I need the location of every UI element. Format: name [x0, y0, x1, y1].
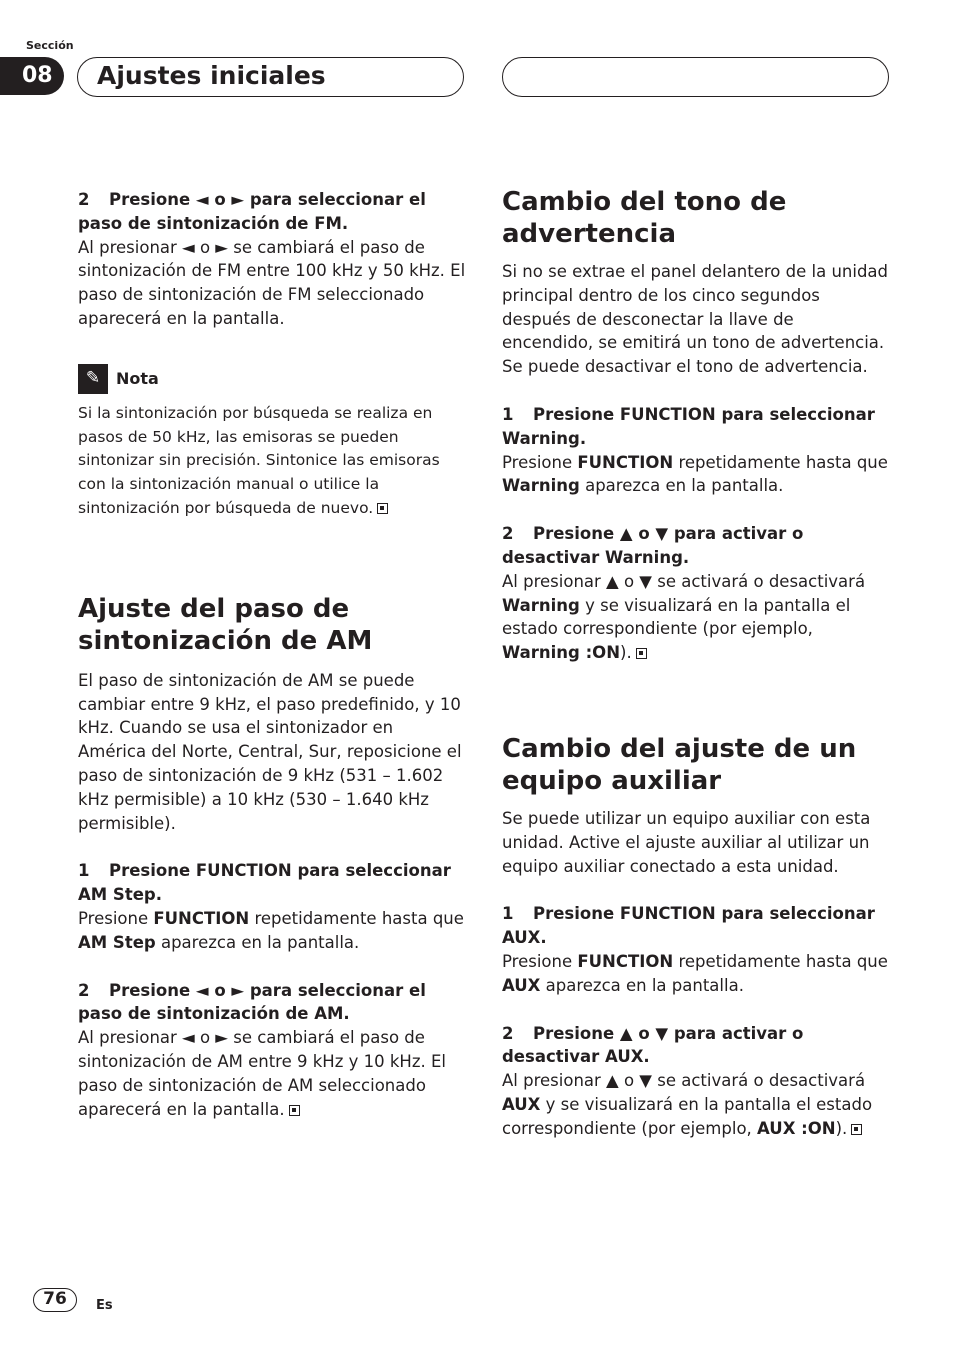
- step-number: 2: [502, 1023, 514, 1043]
- warning-step2-body: Al presionar ▲ o ▼ se activará o desactivará Warning y se visualizará en la pantalla el estado correspondiente (por ejemplo, Warning :ON).: [502, 571, 866, 663]
- pencil-icon: ✎: [78, 364, 108, 394]
- aux-step2-title: [502, 1022, 890, 1070]
- page-number: 76: [33, 1288, 77, 1312]
- step-title-text: Presione ◄ o ► para seleccionar el paso de sintonización de AM.: [78, 980, 426, 1024]
- am-step2-body: Al presionar ◄ o ► se cambiará el paso de sintonización de AM entre 9 kHz y 10 kHz. El paso de sintonización de AM seleccionado aparecerá en la pantalla.: [78, 1028, 446, 1119]
- note-title: Nota: [116, 368, 159, 388]
- end-mark-icon: [851, 1124, 862, 1135]
- left-column: [78, 188, 466, 1121]
- step-number: 1: [502, 904, 514, 924]
- warning-step1-body: Presione FUNCTION repetidamente hasta que Warning aparezca en la pantalla.: [502, 452, 888, 496]
- language-code: Es: [96, 1298, 113, 1313]
- note-text: [78, 402, 466, 521]
- end-mark-icon: [289, 1105, 300, 1116]
- section-title: Ajustes iniciales: [97, 61, 326, 90]
- aux-heading: Cambio del ajuste de un equipo auxiliar: [502, 733, 857, 796]
- step-number: 1: [78, 861, 90, 881]
- note-header: [78, 364, 466, 394]
- note-text-content: Si la sintonización por búsqueda se realiza en pasos de 50 kHz, las emisoras se pueden sintonizar sin precisión. Sintonice las emisoras con la sintonización manual o utilice la sintonización por búsqueda de nuevo.: [78, 403, 440, 517]
- step-title-text: Presione ▲ o ▼ para activar o desactivar AUX.: [502, 1023, 804, 1067]
- step-fm-title: [78, 188, 466, 236]
- section-label: Sección: [26, 39, 74, 52]
- step-title-text: Presione ◄ o ► para seleccionar el paso de sintonización de FM.: [78, 190, 426, 233]
- aux-intro: Se puede utilizar un equipo auxiliar con esta unidad. Active el ajuste auxiliar al utilizar un equipo auxiliar conectado a esta unidad.: [502, 808, 871, 876]
- step-title-text: Presione FUNCTION para seleccionar AUX.: [502, 904, 875, 948]
- aux-step1-body: Presione FUNCTION repetidamente hasta que AUX aparezca en la pantalla.: [502, 951, 888, 995]
- warning-step1-title: [502, 403, 890, 451]
- step-title-text: Presione FUNCTION para seleccionar Warning.: [502, 404, 875, 448]
- step-number: 2: [78, 190, 90, 209]
- step-number: 1: [502, 404, 514, 424]
- aux-step2-body: Al presionar ▲ o ▼ se activará o desactivará AUX y se visualizará en la pantalla el estado correspondiente (por ejemplo, AUX :ON).: [502, 1071, 873, 1138]
- aux-step1-title: [502, 902, 890, 950]
- step-number: 2: [78, 980, 90, 1000]
- end-mark-icon: [636, 648, 647, 659]
- right-column: [502, 186, 890, 1141]
- step-title-text: Presione ▲ o ▼ para activar o desactivar Warning.: [502, 524, 804, 567]
- section-number: 08: [0, 57, 64, 95]
- step-title-text: Presione FUNCTION para seleccionar AM Step.: [78, 861, 451, 905]
- blank-header-frame: [502, 57, 889, 97]
- am-intro: El paso de sintonización de AM se puede cambiar entre 9 kHz, el paso predefinido, y 10 kHz. Cuando se usa el sintonizador en América del Norte, Central, Sur, reposicione el paso de sintonización de 9 kHz (531 – 1.602 kHz permisible) a 10 kHz (530 – 1.640 kHz permisible).: [78, 670, 462, 833]
- end-mark-icon: [377, 503, 388, 514]
- warning-step2-title: [502, 522, 890, 570]
- am-step1-title: [78, 859, 466, 907]
- step-fm-body: Al presionar ◄ o ► se cambiará el paso de sintonización de FM entre 100 kHz y 50 kHz. El paso de sintonización de FM seleccionado aparecerá en la pantalla.: [78, 237, 466, 328]
- warning-intro: Si no se extrae el panel delantero de la unidad principal dentro de los cinco segundos después de desconectar la llave de encendido, se emitirá un tono de advertencia. Se puede desactivar el tono de advertencia.: [502, 262, 889, 377]
- step-number: 2: [502, 524, 514, 544]
- am-step2-title: [78, 979, 466, 1027]
- warning-heading: Cambio del tono de advertencia: [502, 187, 787, 249]
- am-step1-body: Presione FUNCTION repetidamente hasta que AM Step aparezca en la pantalla.: [78, 908, 464, 952]
- am-heading: Ajuste del paso de sintonización de AM: [78, 593, 373, 656]
